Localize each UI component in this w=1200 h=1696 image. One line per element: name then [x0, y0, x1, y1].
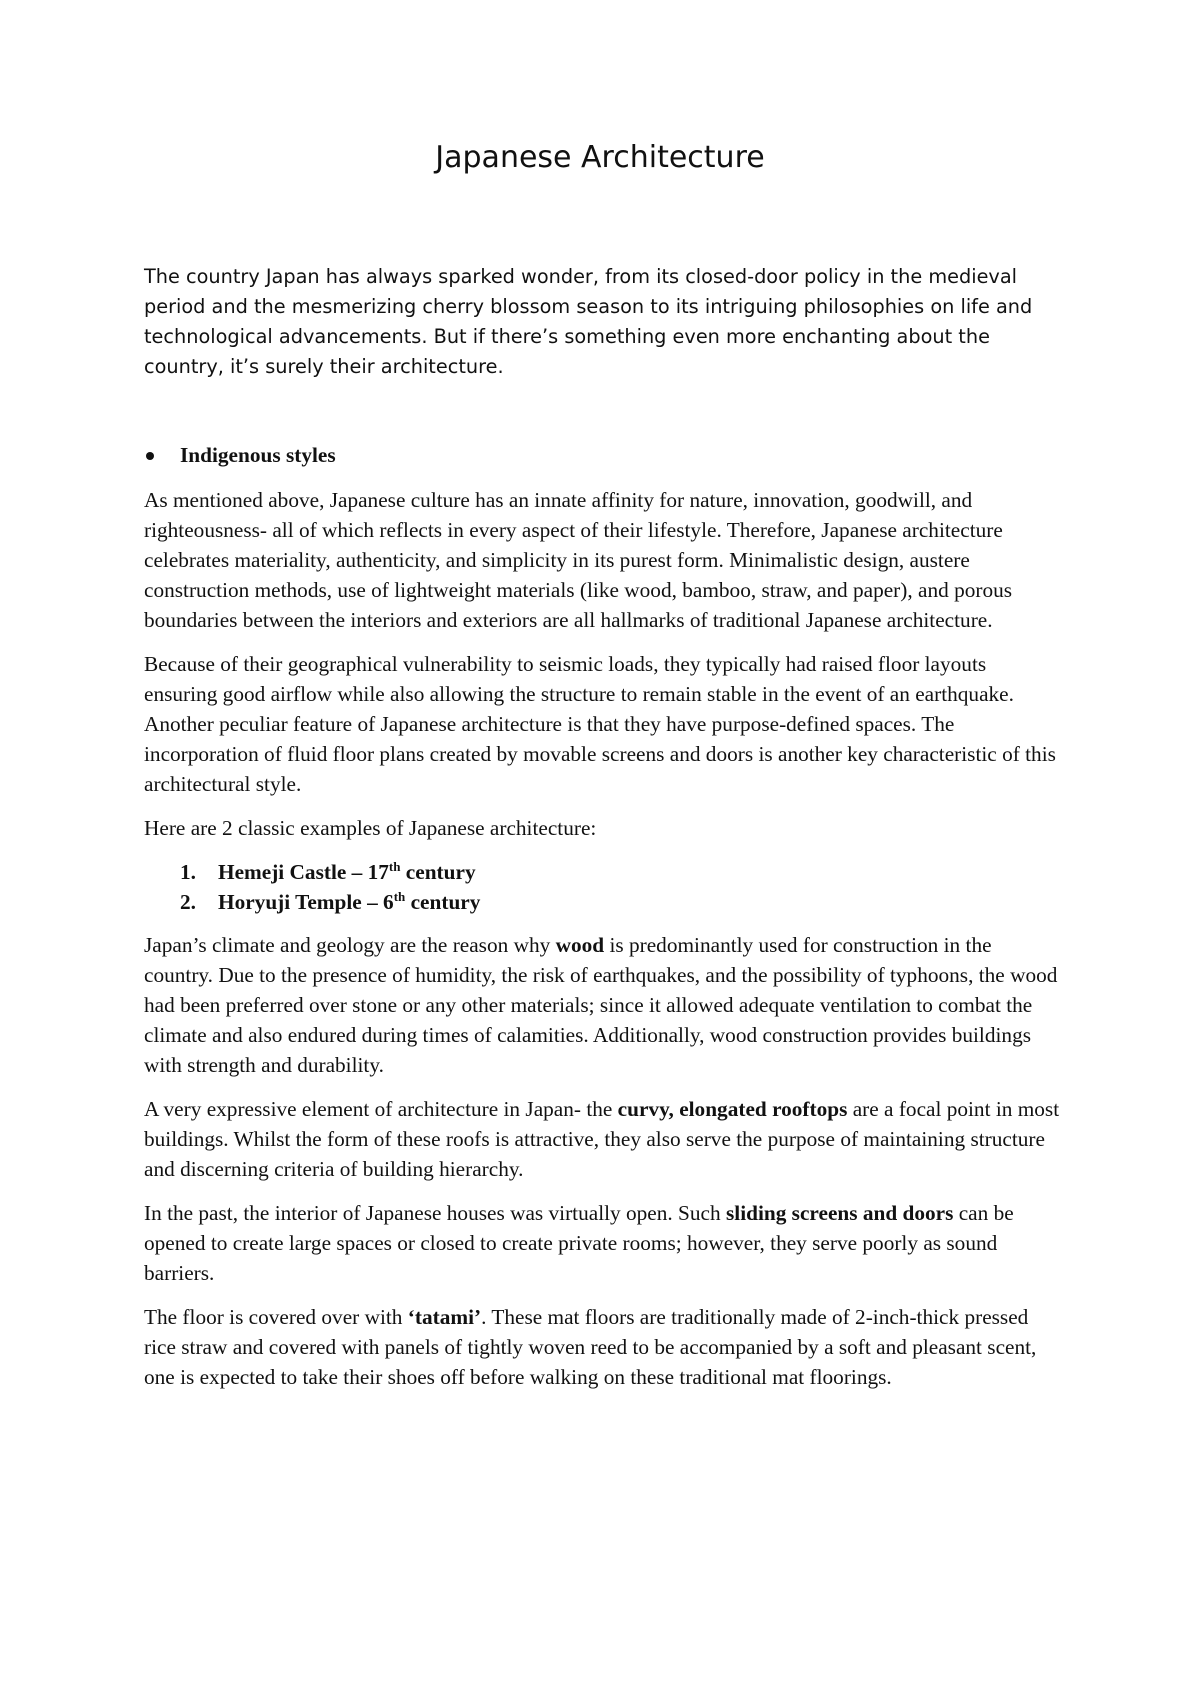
- section-heading: [144, 440, 1064, 470]
- list-number: 1.: [180, 860, 196, 884]
- section-heading-text: Indigenous styles: [180, 443, 336, 467]
- text-run: are a focal point in most buildings. Whilst the form of these roofs is attractive, they also serve the purpose of maintaining structure and discerning criteria of building hierarchy.: [144, 1097, 1060, 1181]
- text-run: The floor is covered over with: [144, 1305, 408, 1329]
- bold-term: ‘tatami’: [407, 1305, 482, 1329]
- bold-term: wood: [555, 933, 605, 957]
- bold-term: curvy, elongated rooftops: [617, 1097, 848, 1121]
- page-title: Japanese Architecture: [435, 140, 765, 175]
- example-suffix: century: [400, 860, 476, 884]
- examples-list: [144, 857, 1064, 917]
- paragraph-5: [144, 1198, 1064, 1288]
- text-run: . These mat floors are traditionally made of 2-inch-thick pressed rice straw and covered with panels of tightly woven reed to be accompanied by a soft and pleasant scent, one is expected to take their shoes off before walking on these traditional mat floorings.: [144, 1305, 1037, 1389]
- example-suffix: century: [405, 890, 481, 914]
- list-number: 2.: [180, 890, 196, 914]
- paragraph-4: [144, 1094, 1064, 1184]
- bullet-icon: [146, 452, 154, 460]
- document-body: [144, 262, 1064, 1406]
- paragraph-2: Because of their geographical vulnerability to seismic loads, they typically had raised floor layouts ensuring good airflow while also allowing the structure to remain stable in the event of an earthquake. Another peculiar feature of Japanese architecture is that they have purpose-defined spaces. The incorporation of fluid floor plans created by movable screens and doors is another key characteristic of this architectural style.: [144, 652, 1056, 796]
- text-run: In the past, the interior of Japanese houses was virtually open. Such: [144, 1201, 726, 1225]
- text-run: can be opened to create large spaces or closed to create private rooms; however, they serve poorly as sound barriers.: [144, 1201, 1014, 1285]
- example-name: Hemeji Castle – 17: [218, 860, 389, 884]
- text-run: A very expressive element of architecture in Japan- the: [144, 1097, 618, 1121]
- list-item: [144, 857, 1064, 887]
- intro-paragraph: The country Japan has always sparked wonder, from its closed-door policy in the medieval period and the mesmerizing cherry blossom season to its intriguing philosophies on life and technological advancements. But if there’s something even more enchanting about the country, it’s surely their architecture.: [144, 265, 1033, 378]
- example-name: Horyuji Temple – 6: [218, 890, 394, 914]
- examples-intro: Here are 2 classic examples of Japanese architecture:: [144, 816, 597, 840]
- paragraph-6: [144, 1302, 1064, 1392]
- paragraph-3: [144, 930, 1064, 1080]
- paragraph-1: As mentioned above, Japanese culture has an innate affinity for nature, innovation, goodwill, and righteousness- all of which reflects in every aspect of their lifestyle. Therefore, Japanese architecture celebrates materiality, authenticity, and simplicity in its purest form. Minimalistic design, austere construction methods, use of lightweight materials (like wood, bamboo, straw, and paper), and porous boundaries between the interiors and exteriors are all hallmarks of traditional Japanese architecture.: [144, 488, 1013, 632]
- ordinal-suffix: th: [388, 858, 401, 874]
- text-run: Japan’s climate and geology are the reason why: [144, 933, 556, 957]
- list-item: [144, 887, 1064, 917]
- text-run: is predominantly used for construction in the country. Due to the presence of humidity, the risk of earthquakes, and the possibility of typhoons, the wood had been preferred over stone or any other materials; since it allowed adequate ventilation to combat the climate and also endured during times of calamities. Additionally, wood construction provides buildings with strength and durability.: [144, 933, 1058, 1077]
- bold-term: sliding screens and doors: [725, 1201, 954, 1225]
- ordinal-suffix: th: [393, 888, 406, 904]
